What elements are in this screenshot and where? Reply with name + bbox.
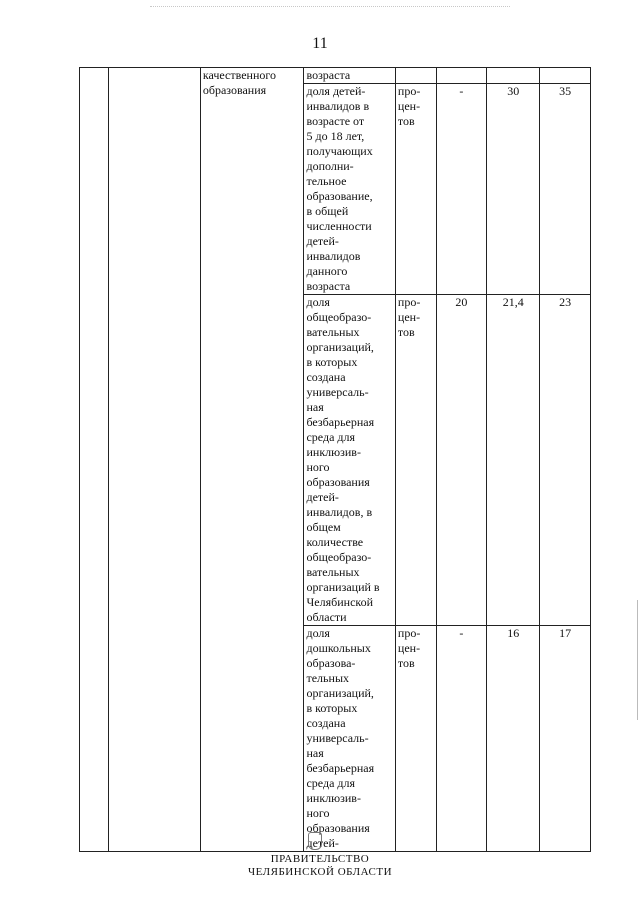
table-row-header xyxy=(80,68,591,84)
indicator-line: образование, xyxy=(306,189,373,203)
indicator-line: вательных xyxy=(306,325,360,339)
seal-stamp xyxy=(308,832,322,850)
indicator-line: создана xyxy=(306,716,346,730)
indicator-line: среда для xyxy=(306,430,356,444)
indicator-line: в которых xyxy=(306,701,358,715)
value-year-2: 17 xyxy=(540,626,591,852)
units-cell xyxy=(395,84,436,295)
value-year-1: 21,4 xyxy=(487,295,540,626)
footer-stamp xyxy=(0,853,640,879)
indicator-line: тельное xyxy=(306,174,347,188)
base-value: 20 xyxy=(436,295,487,626)
direction-text: качественного образования xyxy=(202,68,276,97)
indicator-line: детей- xyxy=(306,836,339,850)
indicator-line: данного xyxy=(306,264,348,278)
value-year-1: 16 xyxy=(487,626,540,852)
indicator-line: возрасте от xyxy=(306,114,365,128)
indicator-line: Челябинской xyxy=(306,595,374,609)
indicator-cell xyxy=(304,295,395,626)
cell-number xyxy=(80,68,109,852)
indicator-line: в общей xyxy=(306,204,349,218)
indicator-line: численности xyxy=(306,219,372,233)
cell-empty xyxy=(540,68,591,84)
indicator-line: универсаль- xyxy=(306,731,369,745)
indicator-line: детей- xyxy=(306,234,339,248)
indicator-line: тельных xyxy=(306,671,349,685)
base-value: - xyxy=(436,626,487,852)
indicator-line: доля xyxy=(306,626,330,640)
indicator-line: количестве xyxy=(306,535,364,549)
indicator-cell xyxy=(304,626,395,852)
indicator-line: инклюзив- xyxy=(306,791,361,805)
units-line: цен- xyxy=(397,641,421,655)
indicators-table xyxy=(79,67,591,852)
units-line: про- xyxy=(397,626,421,640)
indicator-line: доля xyxy=(306,295,330,309)
indicator-line: организаций в xyxy=(306,580,380,594)
units-line: цен- xyxy=(397,310,421,324)
base-value: - xyxy=(436,84,487,295)
indicator-line: получающих xyxy=(306,144,373,158)
indicator-line: безбарьерная xyxy=(306,761,375,775)
units-cell xyxy=(395,626,436,852)
footer-line-2: ЧЕЛЯБИНСКОЙ ОБЛАСТИ xyxy=(247,866,393,878)
footer-line-1: ПРАВИТЕЛЬСТВО xyxy=(270,853,370,865)
indicator-line: образования xyxy=(306,475,370,489)
indicator-line: ная xyxy=(306,746,324,760)
indicator-line: общеобразо- xyxy=(306,310,372,324)
cell-program xyxy=(109,68,200,852)
cell-direction xyxy=(200,68,304,852)
units-line: про- xyxy=(397,295,421,309)
cell-empty xyxy=(436,68,487,84)
value-year-2: 35 xyxy=(540,84,591,295)
indicator-line: в которых xyxy=(306,355,358,369)
indicator-line: среда для xyxy=(306,776,356,790)
indicator-line: дополни- xyxy=(306,159,354,173)
units-line: тов xyxy=(397,325,415,339)
scan-artifact xyxy=(150,6,510,11)
cell-empty xyxy=(487,68,540,84)
indicator-line: дошкольных xyxy=(306,641,371,655)
scan-edge-mark xyxy=(637,600,638,720)
units-line: цен- xyxy=(397,99,421,113)
indicator-tail: возраста xyxy=(304,68,395,84)
value-year-2: 23 xyxy=(540,295,591,626)
indicator-line: безбарьерная xyxy=(306,415,375,429)
indicator-line: инвалидов, в xyxy=(306,505,373,519)
page-number: 11 xyxy=(312,35,328,52)
indicator-cell xyxy=(304,84,395,295)
indicator-line: общем xyxy=(306,520,341,534)
value-year-1: 30 xyxy=(487,84,540,295)
indicator-line: образова- xyxy=(306,656,356,670)
indicator-line: организаций, xyxy=(306,340,374,354)
indicator-line: 5 до 18 лет, xyxy=(306,129,365,143)
indicator-line: ного xyxy=(306,460,330,474)
units-line: тов xyxy=(397,114,415,128)
indicator-line: детей- xyxy=(306,490,339,504)
indicator-line: универсаль- xyxy=(306,385,369,399)
units-line: тов xyxy=(397,656,415,670)
indicator-line: создана xyxy=(306,370,346,384)
indicator-line: общеобразо- xyxy=(306,550,372,564)
units-line: про- xyxy=(397,84,421,98)
units-cell xyxy=(395,295,436,626)
indicator-line: вательных xyxy=(306,565,360,579)
indicator-line: ная xyxy=(306,400,324,414)
indicator-line: образования xyxy=(306,821,370,835)
indicator-line: организаций, xyxy=(306,686,374,700)
indicator-line: инклюзив- xyxy=(306,445,361,459)
indicator-line: области xyxy=(306,610,347,624)
cell-empty xyxy=(395,68,436,84)
indicator-line: возраста xyxy=(306,279,351,293)
indicator-line: доля детей- xyxy=(306,84,366,98)
indicator-line: инвалидов xyxy=(306,249,361,263)
indicator-line: ного xyxy=(306,806,330,820)
indicator-line: инвалидов в xyxy=(306,99,370,113)
